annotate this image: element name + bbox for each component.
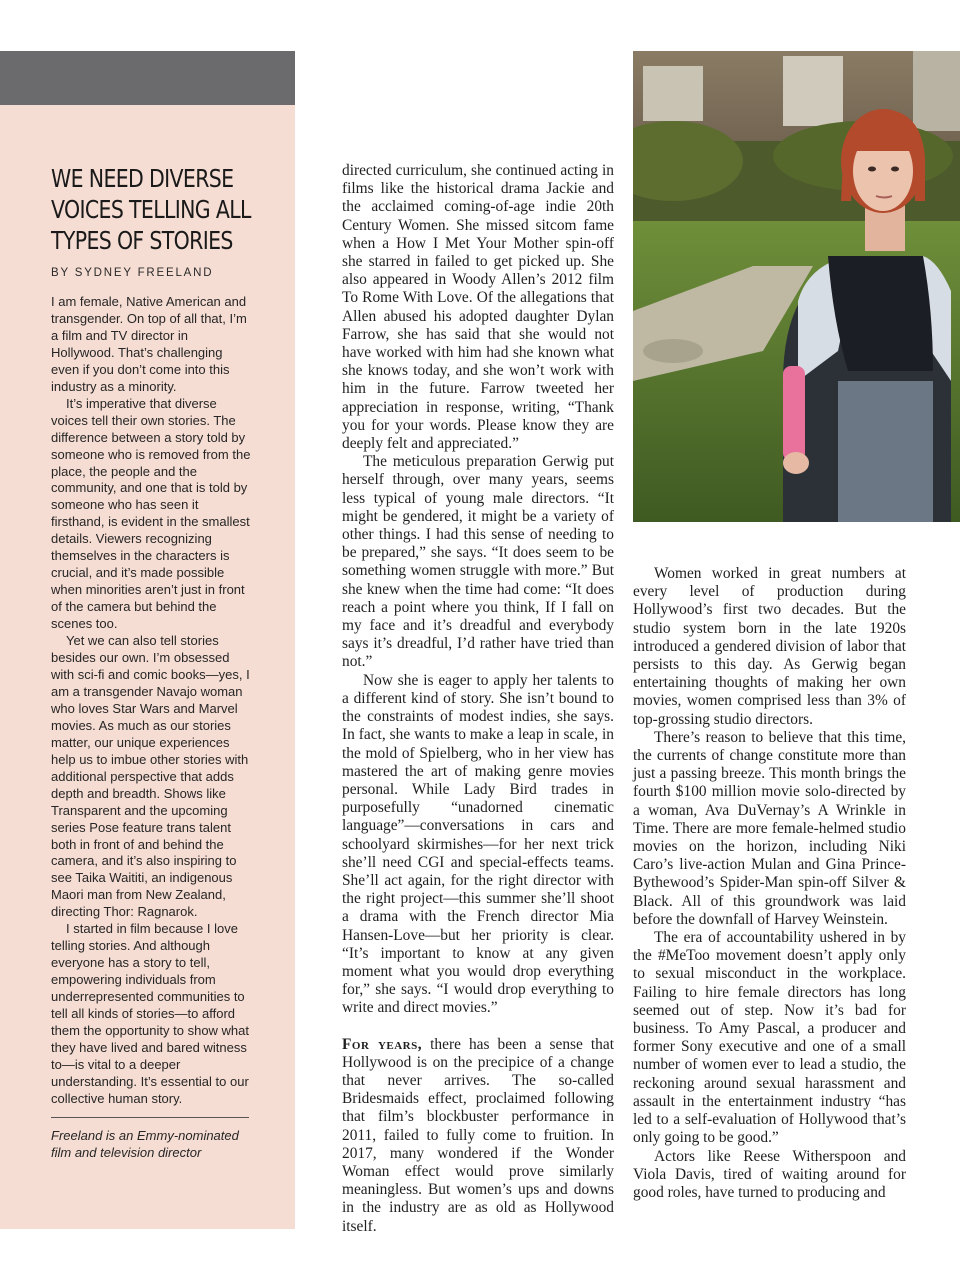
sidebar-byline: BY SYDNEY FREELAND	[51, 267, 214, 279]
sidebar-paragraph: Yet we can also tell stories besides our own. I’m obsessed with sci-fi and comic books—yes, I am a transgender Navajo woman who loves Star Wars and Marvel movies. As much as our stories matter, our unique experiences help us to imbue other stories with additional perspective that adds depth and breadth. Shows like Transparent and the upcoming series Pose feature trans talent both in front of and behind the camera, and it’s also inspiring to see Taika Waititi, an indigenous Maori man from New Zealand, directing Thor: Ragnarok.	[51, 633, 250, 920]
article-column-middle	[342, 162, 614, 1236]
sidebar-content	[51, 163, 251, 1161]
article-column-right	[633, 565, 906, 1202]
section-lead-in: For years,	[342, 1035, 423, 1053]
sidebar-essay	[0, 105, 295, 1229]
photo-illustration	[633, 51, 960, 522]
article-paragraph: There’s reason to believe that this time, the currents of change constitute more than just a passing breeze. This month brings the fourth $100 million movie solo-directed by a woman, Ava DuVernay’s A Wrinkle in Time. There are more female-helmed studio movies on the horizon, including Niki Caro’s live-action Mulan and Gina Prince-Bythewood’s Spider-Man spin-off Silver & Black. All of this groundwork was laid before the downfall of Harvey Weinstein.	[633, 728, 906, 928]
lady-bird-photo	[633, 51, 960, 522]
article-paragraph: The era of accountability ushered in by the #MeToo movement doesn’t apply only to sexual misconduct in the workplace. Failing to hire female directors has long seemed out of step. Now it’s bad for business. To Amy Pascal, a producer and former Sony executive and one of a small number of women ever to lead a studio, the reckoning around sexual harassment and assault in the entertainment industry “has led to a self-evaluation of Hollywood that’s only going to be good.”	[633, 929, 906, 1147]
section-lead-text: there has been a sense that Hollywood is on the precipice of a change that never arrives. The so-called Bridesmaids effect, proclaimed following that film’s blockbuster performance in 2011, failed to fully come to fruition. In 2017, many wondered if the Wonder Woman effect would prove similarly meaningless. But women’s ups and downs in the industry are as old as Hollywood itself.	[342, 1035, 614, 1235]
article-paragraph: directed curriculum, she continued acting in films like the historical drama Jackie and the acclaimed coming-of-age indie 20th Century Women. She missed sitcom fame when a How I Met Your Mother spin-off she starred in failed to get picked up. She also appeared in Woody Allen’s 2012 film To Rome With Love. Of the allegations that Allen abused his adopted daughter Dylan Farrow, she has said that she would not have worked with him had she known what she knows today, and she won’t work with him in the future. Farrow tweeted her appreciation in response, writing, “Thank you for your words. Please know they are deeply felt and appreciated.”	[342, 162, 614, 453]
author-note: Freeland is an Emmy-nominated film and television director	[51, 1127, 239, 1160]
sidebar-paragraph: I started in film because I love telling stories. And although everyone has a story to tell, empowering individuals from underrepresented communities to tell all kinds of stories—to afford them the opportunity to show what they have lived and bared witness to—is vital to a deeper understanding. It’s essential to our collective human story.	[51, 921, 250, 1106]
article-paragraph: Now she is eager to apply her talents to a different kind of story. She isn’t bound to the constraints of modest indies, she says. In fact, she wants to make a leap in scale, in the mold of Spielberg, who in her view has mastered the art of making genre movies personal. While Lady Bird trades in purposefully “unadorned cinematic language”—conversations in cars and schoolyard skirmishes—for her next trick she’ll need CGI and special-effects teams. She’ll act again, for the right director with the right project—this summer she’ll shoot a drama with the French director Mia Hansen-Love—but her priority is clear. “It’s important to know at any given moment what you would drop everything for,” she says. “I would drop everything to write and direct movies.”	[342, 671, 614, 1017]
sidebar-paragraph: It’s imperative that diverse voices tell their own stories. The difference between a story told by someone who is removed from the place, the people and the community, and one that is told by someone who has seen it firsthand, is evident in the smallest details. Viewers recognizing themselves in the characters is crucial, and it’s made possible when minorities aren’t just in front of the camera but behind the scenes too.	[51, 395, 251, 632]
section-lead-paragraph	[342, 1036, 614, 1236]
article-paragraph: Women worked in great numbers at every level of production during Hollywood’s first two decades. But the studio system born in the late 1920s introduced a gendered division of labor that persists to this day. As Gerwig began entertaining thoughts of making her own movies, women comprised less than 3% of top-grossing studio directors.	[633, 565, 906, 728]
article-paragraph: Actors like Reese Witherspoon and Viola Davis, tired of waiting around for good roles, have turned to producing and	[633, 1147, 906, 1201]
sidebar-body	[51, 294, 251, 1108]
sidebar-heading: WE NEED DIVERSE VOICES TELLING ALL TYPES OF STORIES	[51, 164, 251, 255]
sidebar-header-band	[0, 51, 295, 105]
sidebar-divider	[51, 1117, 249, 1118]
article-paragraph: The meticulous preparation Gerwig put herself through, over many years, seems less typical of young male directors. “It might be gendered, it might be a variety of other things. I had this sense of needing to be prepared,” she says. “It does seem to be something women struggle with more.” But she knew when the time had come: “It does reach a point where you think, If I fall on my face and it’s dreadful and everybody says it’s dreadful, I’d rather have tried than not.”	[342, 453, 614, 671]
sidebar-paragraph: I am female, Native American and transgender. On top of all that, I’m a film and TV director in Hollywood. That’s challenging even if you don’t come into this industry as a minority.	[51, 294, 247, 394]
